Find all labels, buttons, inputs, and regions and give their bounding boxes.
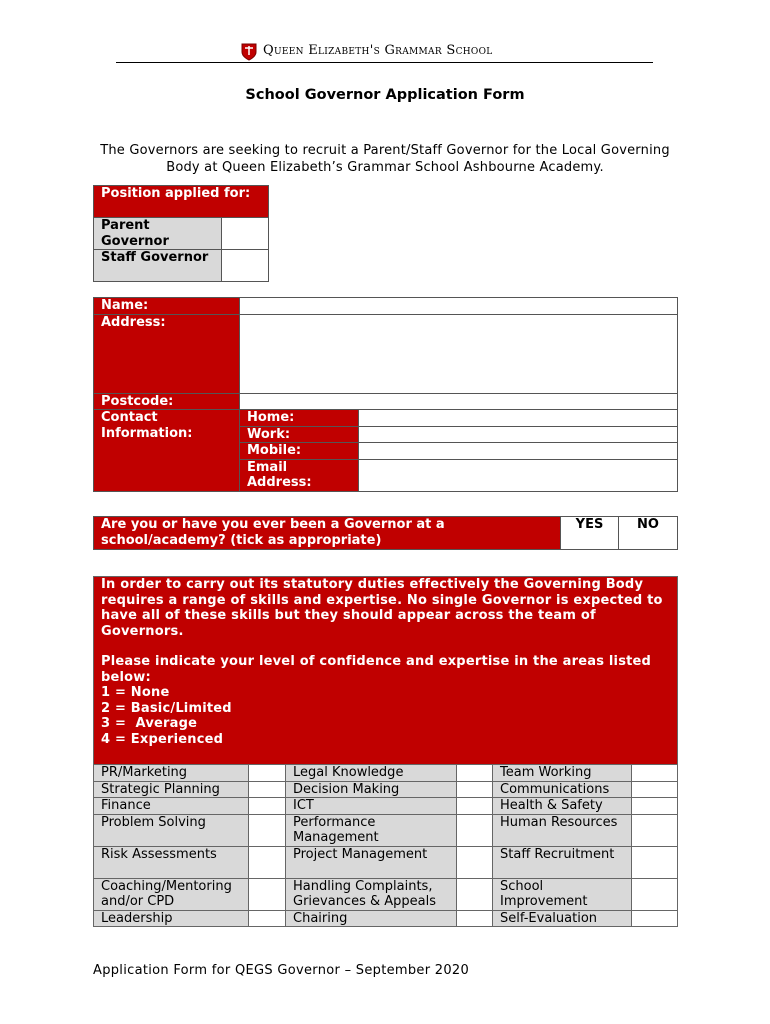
staff-governor-tick-box[interactable] — [222, 250, 269, 282]
skill-label: School Improvement — [493, 878, 632, 910]
skill-rating-box[interactable] — [249, 814, 286, 846]
address-label: Address: — [94, 314, 240, 393]
skill-label: Leadership — [94, 910, 249, 927]
skill-label: Strategic Planning — [94, 781, 249, 798]
no-column[interactable]: NO — [619, 517, 678, 550]
contact-home-label: Home: — [240, 410, 359, 427]
page-footer: Application Form for QEGS Governor – September 2020 — [93, 963, 470, 978]
skill-rating-box[interactable] — [632, 798, 678, 815]
name-label: Name: — [94, 298, 240, 315]
table-row — [94, 814, 678, 846]
scale-item: 3 = Average — [101, 716, 198, 731]
skill-label: Health & Safety — [493, 798, 632, 815]
page-header — [116, 40, 653, 63]
skill-label: Decision Making — [286, 781, 457, 798]
skill-rating-box[interactable] — [632, 814, 678, 846]
school-crest-icon — [241, 43, 257, 61]
intro-text: The Governors are seeking to recruit a Parent/Staff Governor for the Local Governing Body at Queen Elizabeth’s Grammar School Ashbourne Academy. — [100, 143, 670, 175]
table-row — [94, 846, 678, 878]
position-heading: Position applied for: — [94, 186, 269, 218]
governor-question: Are you or have you ever been a Governor at a school/academy? (tick as appropriate) — [94, 517, 561, 550]
option-staff-governor: Staff Governor — [94, 250, 222, 282]
skill-label: Team Working — [493, 765, 632, 782]
table-row — [94, 910, 678, 927]
email-field[interactable] — [359, 459, 678, 491]
skill-rating-box[interactable] — [249, 765, 286, 782]
option-parent-governor: Parent Governor — [94, 218, 222, 250]
work-phone-field[interactable] — [359, 426, 678, 443]
skills-intro — [94, 577, 678, 765]
skill-rating-box[interactable] — [249, 846, 286, 878]
postcode-field[interactable] — [240, 393, 678, 410]
contact-email-label: Email Address: — [240, 459, 359, 491]
skills-instruction: Please indicate your level of confidence and expertise in the areas listed below: — [101, 654, 652, 685]
table-row — [94, 798, 678, 815]
skill-label: Communications — [493, 781, 632, 798]
home-phone-field[interactable] — [359, 410, 678, 427]
skill-rating-box[interactable] — [632, 878, 678, 910]
skill-rating-box[interactable] — [457, 814, 493, 846]
school-name: Queen Elizabeth's Grammar School — [263, 43, 493, 58]
skill-label: Handling Complaints, Grievances & Appeals — [286, 878, 457, 910]
skill-rating-box[interactable] — [249, 798, 286, 815]
table-row — [94, 878, 678, 910]
skill-label: Project Management — [286, 846, 457, 878]
contact-mobile-label: Mobile: — [240, 443, 359, 460]
scale-item: 4 = Experienced — [101, 731, 224, 747]
skill-rating-box[interactable] — [457, 878, 493, 910]
position-table — [93, 185, 269, 282]
contact-work-label: Work: — [240, 426, 359, 443]
yes-column[interactable]: YES — [561, 517, 619, 550]
table-row — [94, 765, 678, 782]
skill-rating-box[interactable] — [632, 781, 678, 798]
skill-rating-box[interactable] — [457, 781, 493, 798]
table-row — [94, 781, 678, 798]
skill-rating-box[interactable] — [632, 765, 678, 782]
skill-rating-box[interactable] — [457, 798, 493, 815]
skill-label: Self-Evaluation — [493, 910, 632, 927]
postcode-label: Postcode: — [94, 393, 240, 410]
name-field[interactable] — [240, 298, 678, 315]
skill-label: Staff Recruitment — [493, 846, 632, 878]
page-title: School Governor Application Form — [245, 87, 525, 103]
skill-label: Risk Assessments — [94, 846, 249, 878]
skills-intro-paragraph: In order to carry out its statutory duties effectively the Governing Body requires a range of skills and expertise. No single Governor is expected to have all of these skills but they should appear across the team of Governors. — [101, 577, 663, 639]
skill-rating-box[interactable] — [632, 846, 678, 878]
skill-label: PR/Marketing — [94, 765, 249, 782]
scale-item: 2 = Basic/Limited — [101, 700, 232, 716]
skill-rating-box[interactable] — [632, 910, 678, 927]
mobile-phone-field[interactable] — [359, 443, 678, 460]
governor-question-table — [93, 516, 678, 550]
skill-rating-box[interactable] — [249, 781, 286, 798]
skill-label: Coaching/Mentoring and/or CPD — [94, 878, 249, 910]
scale-item: 1 = None — [101, 685, 170, 700]
skill-label: Problem Solving — [94, 814, 249, 846]
skill-label: Chairing — [286, 910, 457, 927]
skills-table — [93, 576, 678, 927]
skill-label: Human Resources — [493, 814, 632, 846]
skill-rating-box[interactable] — [249, 910, 286, 927]
skill-rating-box[interactable] — [457, 765, 493, 782]
contact-label: Contact Information: — [94, 410, 240, 492]
skill-label: ICT — [286, 798, 457, 815]
skill-label: Performance Management — [286, 814, 457, 846]
skill-label: Legal Knowledge — [286, 765, 457, 782]
address-field[interactable] — [240, 314, 678, 393]
skill-rating-box[interactable] — [457, 910, 493, 927]
applicant-details-table — [93, 297, 678, 492]
skill-rating-box[interactable] — [457, 846, 493, 878]
skill-rating-box[interactable] — [249, 878, 286, 910]
skill-label: Finance — [94, 798, 249, 815]
parent-governor-tick-box[interactable] — [222, 218, 269, 250]
